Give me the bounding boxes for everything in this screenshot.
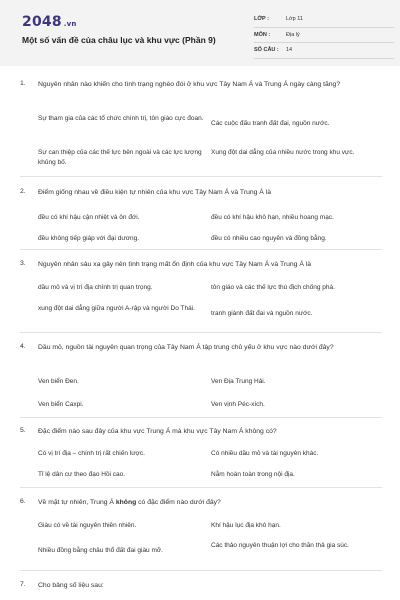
logo-text: 2048 [22, 14, 62, 30]
question-text-part: Về mặt tự nhiên, Trung Á [38, 499, 116, 506]
question-text: Cho bảng số liệu sau: [38, 582, 104, 589]
question-number: 5. [20, 427, 26, 434]
answer-option[interactable]: Khí hậu lục địa khô hạn. [211, 522, 281, 529]
answer-option[interactable]: Nhiều đồng bằng châu thổ đất đai giàu mỡ. [38, 547, 163, 554]
site-logo[interactable] [22, 14, 77, 30]
answer-option[interactable]: Các thảo nguyên thuận lợi cho thăn thả gia súc. [211, 542, 349, 549]
question-number: 4. [20, 343, 26, 350]
answer-option[interactable]: Tỉ lệ dân cư theo đạo Hồi cao. [38, 471, 126, 478]
answer-option[interactable]: Ven biển Đen. [38, 378, 79, 385]
meta-key: SỐ CÂU : [254, 47, 279, 54]
question-number: 6. [20, 498, 26, 505]
answer-option[interactable]: Xung đột dai dẳng của nhiều nước trong khu vực. [211, 149, 355, 156]
meta-row-subject [254, 28, 394, 44]
question-number: 7. [20, 581, 26, 588]
answer-option[interactable]: tôn giáo và các thế lực thù địch chống phá. [211, 284, 335, 291]
meta-value: 14 [286, 47, 293, 54]
question-text: Đặc điểm nào sau đây của khu vực Trung Á mà khu vực Tây Nam Á không có? [38, 428, 277, 435]
question-text: Dầu mỏ, nguồn tài nguyên quan trọng của Tây Nam Á tập trung chủ yếu ở khu vực nào dưới đây? [38, 344, 334, 351]
answer-option[interactable]: Sự tham gia của các tổ chức chính trị, tôn giáo cực đoan. [38, 115, 204, 122]
divider [20, 332, 382, 333]
answer-option[interactable]: đều có nhiều cao nguyên và đồng bằng. [211, 235, 327, 242]
meta-row-count [254, 43, 394, 59]
answer-option[interactable]: Các cuộc đấu tranh đất đai, nguồn nước. [211, 120, 330, 127]
divider [20, 417, 382, 418]
answer-option[interactable]: Có vị trí địa – chính trị rất chiến lược. [38, 450, 145, 457]
question-text: Nguyên nhân sâu xa gây nên tình trạng mất ổn định của khu vực Tây Nam Á và Trung Á là [38, 261, 312, 268]
divider [20, 176, 382, 177]
question-number: 3. [20, 260, 26, 267]
answer-option[interactable]: tranh giành đất đai và nguồn nước. [211, 310, 313, 317]
question-text-part: có đặc điểm nào dưới đây? [136, 499, 221, 506]
meta-value: Lớp 11 [286, 16, 303, 23]
page-header [0, 0, 400, 66]
answer-option[interactable]: Có nhiều dầu mỏ và tài nguyên khác. [211, 450, 319, 457]
meta-table [254, 12, 394, 59]
document-title: Một số vấn đề của châu lục và khu vực (Phần 9) [22, 35, 216, 45]
divider [20, 487, 382, 488]
answer-option[interactable]: đều có khí hậu khô hạn, nhiều hoang mạc. [211, 214, 334, 221]
answer-option[interactable]: Sự can thiệp của các thế lực bên ngoài và các lực lượng khủng bố. [38, 149, 202, 166]
answer-option[interactable]: đều không tiếp giáp với đại dương. [38, 235, 140, 242]
question-text: Điểm giống nhau về điều kiện tự nhiên của khu vực Tây Nam Á và Trung Á là [38, 189, 272, 196]
answer-option[interactable]: xung đột dai dẳng giữa người A-rập và người Do Thái. [38, 305, 195, 312]
question-number: 2. [20, 188, 26, 195]
meta-key: MÔN : [254, 31, 271, 38]
divider [20, 249, 382, 250]
question-number: 1. [20, 80, 26, 87]
answer-option[interactable]: Ven Địa Trung Hải. [211, 378, 266, 385]
meta-key: LỚP : [254, 16, 269, 23]
logo-suffix: .vn [63, 20, 77, 28]
question-list [0, 66, 400, 600]
answer-option[interactable]: Ven biển Caxpi. [38, 401, 84, 408]
divider [20, 570, 382, 571]
meta-row-class [254, 12, 394, 28]
question-text [38, 498, 378, 508]
answer-option[interactable]: đều có khí hậu cận nhiệt và ôn đới. [38, 214, 140, 221]
answer-option[interactable]: Ven vịnh Péc-xích. [211, 401, 265, 408]
question-text-emphasis: không [115, 499, 137, 506]
answer-option[interactable]: Giàu có về tài nguyên thiên nhiên. [38, 522, 137, 529]
question-text: Nguyên nhân nào khiến cho tình trạng nghèo đói ở khu vực Tây Nam Á và Trung Á ngày càng tăng? [38, 81, 341, 88]
answer-option[interactable]: dầu mỏ và vị trí địa chính trị quan trọng. [38, 284, 153, 291]
answer-option[interactable]: Nằm hoàn toàn trong nội địa. [211, 471, 295, 478]
meta-value: Địa lý [286, 31, 300, 38]
